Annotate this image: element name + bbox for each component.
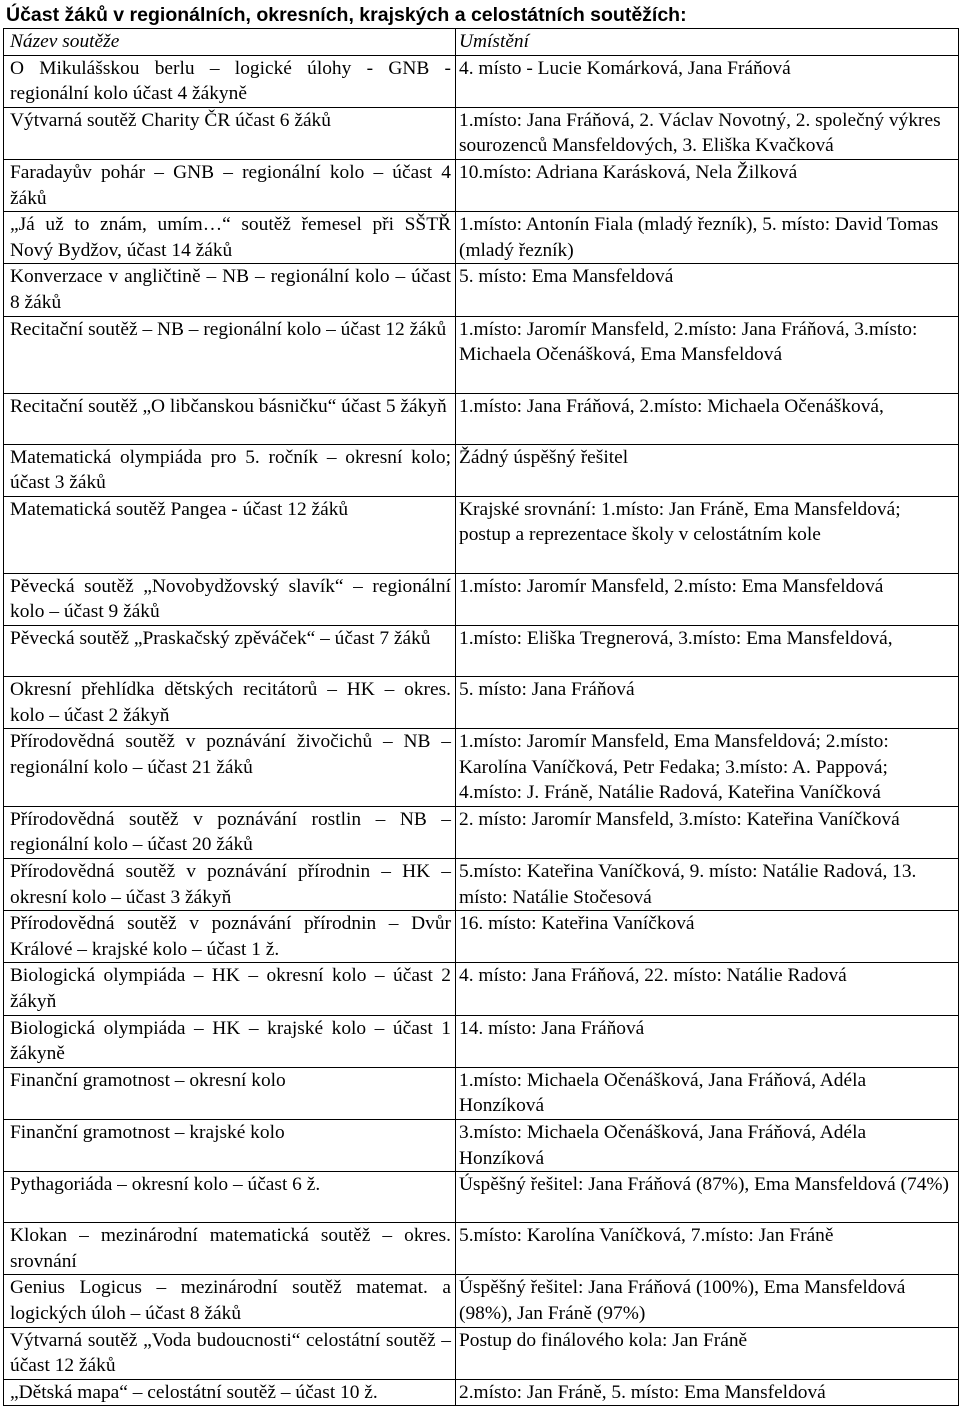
competition-name-cell: Klokan – mezinárodní matematická soutěž – okres. srovnání: [4, 1223, 456, 1275]
placement-cell: 1.místo: Michaela Očenášková, Jana Fráňová, Adéla Honzíková: [456, 1067, 959, 1119]
placement-cell: 14. místo: Jana Fráňová: [456, 1015, 959, 1067]
table-header-row: [4, 29, 959, 56]
competition-name-cell: Výtvarná soutěž „Voda budoucnosti“ celostátní soutěž – účast 12 žáků: [4, 1327, 456, 1379]
table-row: [4, 496, 959, 573]
competition-name-cell: Recitační soutěž „O libčanskou básničku“ účast 5 žákyň: [4, 393, 456, 444]
table-row: [4, 625, 959, 676]
table-row: [4, 393, 959, 444]
placement-cell: 1.místo: Eliška Tregnerová, 3.místo: Ema Mansfeldová,: [456, 625, 959, 676]
competition-name-cell: Genius Logicus – mezinárodní soutěž matemat. a logických úloh – účast 8 žáků: [4, 1275, 456, 1327]
competition-name-cell: Biologická olympiáda – HK – krajské kolo – účast 1 žákyně: [4, 1015, 456, 1067]
placement-cell: 5.místo: Karolína Vaníčková, 7.místo: Jan Fráně: [456, 1223, 959, 1275]
table-row: [4, 107, 959, 159]
competition-name-cell: Biologická olympiáda – HK – okresní kolo – účast 2 žákyň: [4, 963, 456, 1015]
table-row: [4, 55, 959, 107]
table-row: [4, 806, 959, 858]
page-title: Účast žáků v regionálních, okresních, krajských a celostátních soutěžích:: [6, 4, 687, 26]
placement-cell: 5. místo: Ema Mansfeldová: [456, 264, 959, 316]
table-row: [4, 1275, 959, 1327]
table-row: [4, 729, 959, 807]
competition-name-cell: Přírodovědná soutěž v poznávání rostlin – NB – regionální kolo – účast 20 žáků: [4, 806, 456, 858]
competition-name-cell: Matematická soutěž Pangea - účast 12 žáků: [4, 496, 456, 573]
placement-cell: 16. místo: Kateřina Vaníčková: [456, 911, 959, 963]
placement-cell: 4. místo - Lucie Komárková, Jana Fráňová: [456, 55, 959, 107]
table-row: [4, 1327, 959, 1379]
placement-cell: 1.místo: Jaromír Mansfeld, 2.místo: Jana Fráňová, 3.místo: Michaela Očenášková, Ema Mansfeldová: [456, 316, 959, 393]
placement-cell: 2. místo: Jaromír Mansfeld, 3.místo: Kateřina Vaníčková: [456, 806, 959, 858]
table-row: [4, 676, 959, 728]
table-row: [4, 1067, 959, 1119]
competition-name-cell: Faradayův pohár – GNB – regionální kolo – účast 4 žáků: [4, 159, 456, 211]
placement-cell: 1.místo: Jaromír Mansfeld, 2.místo: Ema Mansfeldová: [456, 573, 959, 625]
competition-name-cell: Konverzace v angličtině – NB – regionální kolo – účast 8 žáků: [4, 264, 456, 316]
placement-cell: 1.místo: Antonín Fiala (mladý řezník), 5. místo: David Tomas (mladý řezník): [456, 212, 959, 264]
placement-cell: 5.místo: Kateřina Vaníčková, 9. místo: Natálie Radová, 13. místo: Natálie Stočesová: [456, 859, 959, 911]
competition-name-cell: „Já už to znám, umím…“ soutěž řemesel při SŠTŘ Nový Bydžov, účast 14 žáků: [4, 212, 456, 264]
competition-name-cell: Finanční gramotnost – krajské kolo: [4, 1120, 456, 1172]
placement-cell: 2.místo: Jan Fráně, 5. místo: Ema Mansfeldová: [456, 1379, 959, 1406]
placement-cell: 10.místo: Adriana Karásková, Nela Žilková: [456, 159, 959, 211]
table-row: [4, 1120, 959, 1172]
competition-name-cell: Recitační soutěž – NB – regionální kolo – účast 12 žáků: [4, 316, 456, 393]
competition-name-cell: Pythagoriáda – okresní kolo – účast 6 ž.: [4, 1172, 456, 1223]
placement-cell: Postup do finálového kola: Jan Fráně: [456, 1327, 959, 1379]
competition-name-cell: „Dětská mapa“ – celostátní soutěž – účast 10 ž.: [4, 1379, 456, 1406]
competition-name-cell: Okresní přehlídka dětských recitátorů – HK – okres. kolo – účast 2 žákyň: [4, 676, 456, 728]
table-row: [4, 1379, 959, 1406]
placement-cell: Úspěšný řešitel: Jana Fráňová (87%), Ema Mansfeldová (74%): [456, 1172, 959, 1223]
placement-cell: Úspěšný řešitel: Jana Fráňová (100%), Ema Mansfeldová (98%), Jan Fráně (97%): [456, 1275, 959, 1327]
table-row: [4, 963, 959, 1015]
competition-name-cell: Finanční gramotnost – okresní kolo: [4, 1067, 456, 1119]
competition-name-cell: Výtvarná soutěž Charity ČR účast 6 žáků: [4, 107, 456, 159]
competition-name-cell: Matematická olympiáda pro 5. ročník – okresní kolo; účast 3 žáků: [4, 444, 456, 496]
table-row: [4, 212, 959, 264]
table-row: [4, 1223, 959, 1275]
placement-cell: Žádný úspěšný řešitel: [456, 444, 959, 496]
table-row: [4, 859, 959, 911]
competition-name-cell: Přírodovědná soutěž v poznávání přírodnin – Dvůr Králové – krajské kolo – účast 1 ž.: [4, 911, 456, 963]
competition-name-cell: Přírodovědná soutěž v poznávání přírodnin – HK – okresní kolo – účast 3 žákyň: [4, 859, 456, 911]
competitions-table: [3, 28, 959, 1406]
placement-cell: 3.místo: Michaela Očenášková, Jana Fráňová, Adéla Honzíková: [456, 1120, 959, 1172]
placement-cell: 1.místo: Jaromír Mansfeld, Ema Mansfeldová; 2.místo: Karolína Vaníčková, Petr Fedaka; 3.místo: A. Pappová; 4.místo: J. Fráně, Natálie Radová, Kateřina Vaníčková: [456, 729, 959, 807]
competition-name-cell: Přírodovědná soutěž v poznávání živočichů – NB – regionální kolo – účast 21 žáků: [4, 729, 456, 807]
competition-name-cell: Pěvecká soutěž „Novobydžovský slavík“ – regionální kolo – účast 9 žáků: [4, 573, 456, 625]
table-row: [4, 1172, 959, 1223]
placement-cell: 4. místo: Jana Fráňová, 22. místo: Natálie Radová: [456, 963, 959, 1015]
placement-cell: Krajské srovnání: 1.místo: Jan Fráně, Ema Mansfeldová; postup a reprezentace školy v celostátním kole: [456, 496, 959, 573]
table-row: [4, 444, 959, 496]
competition-name-cell: Pěvecká soutěž „Praskačský zpěváček“ – účast 7 žáků: [4, 625, 456, 676]
table-row: [4, 911, 959, 963]
table-row: [4, 573, 959, 625]
placement-cell: 1.místo: Jana Fráňová, 2.místo: Michaela Očenášková,: [456, 393, 959, 444]
header-placement: Umístění: [456, 29, 959, 56]
table-row: [4, 264, 959, 316]
placement-cell: 5. místo: Jana Fráňová: [456, 676, 959, 728]
table-row: [4, 159, 959, 211]
header-competition-name: Název soutěže: [4, 29, 456, 56]
competition-name-cell: O Mikulášskou berlu – logické úlohy - GNB - regionální kolo účast 4 žákyně: [4, 55, 456, 107]
table-row: [4, 316, 959, 393]
placement-cell: 1.místo: Jana Fráňová, 2. Václav Novotný, 2. společný výkres sourozenců Mansfeldových, 3. Eliška Kvačková: [456, 107, 959, 159]
table-row: [4, 1015, 959, 1067]
